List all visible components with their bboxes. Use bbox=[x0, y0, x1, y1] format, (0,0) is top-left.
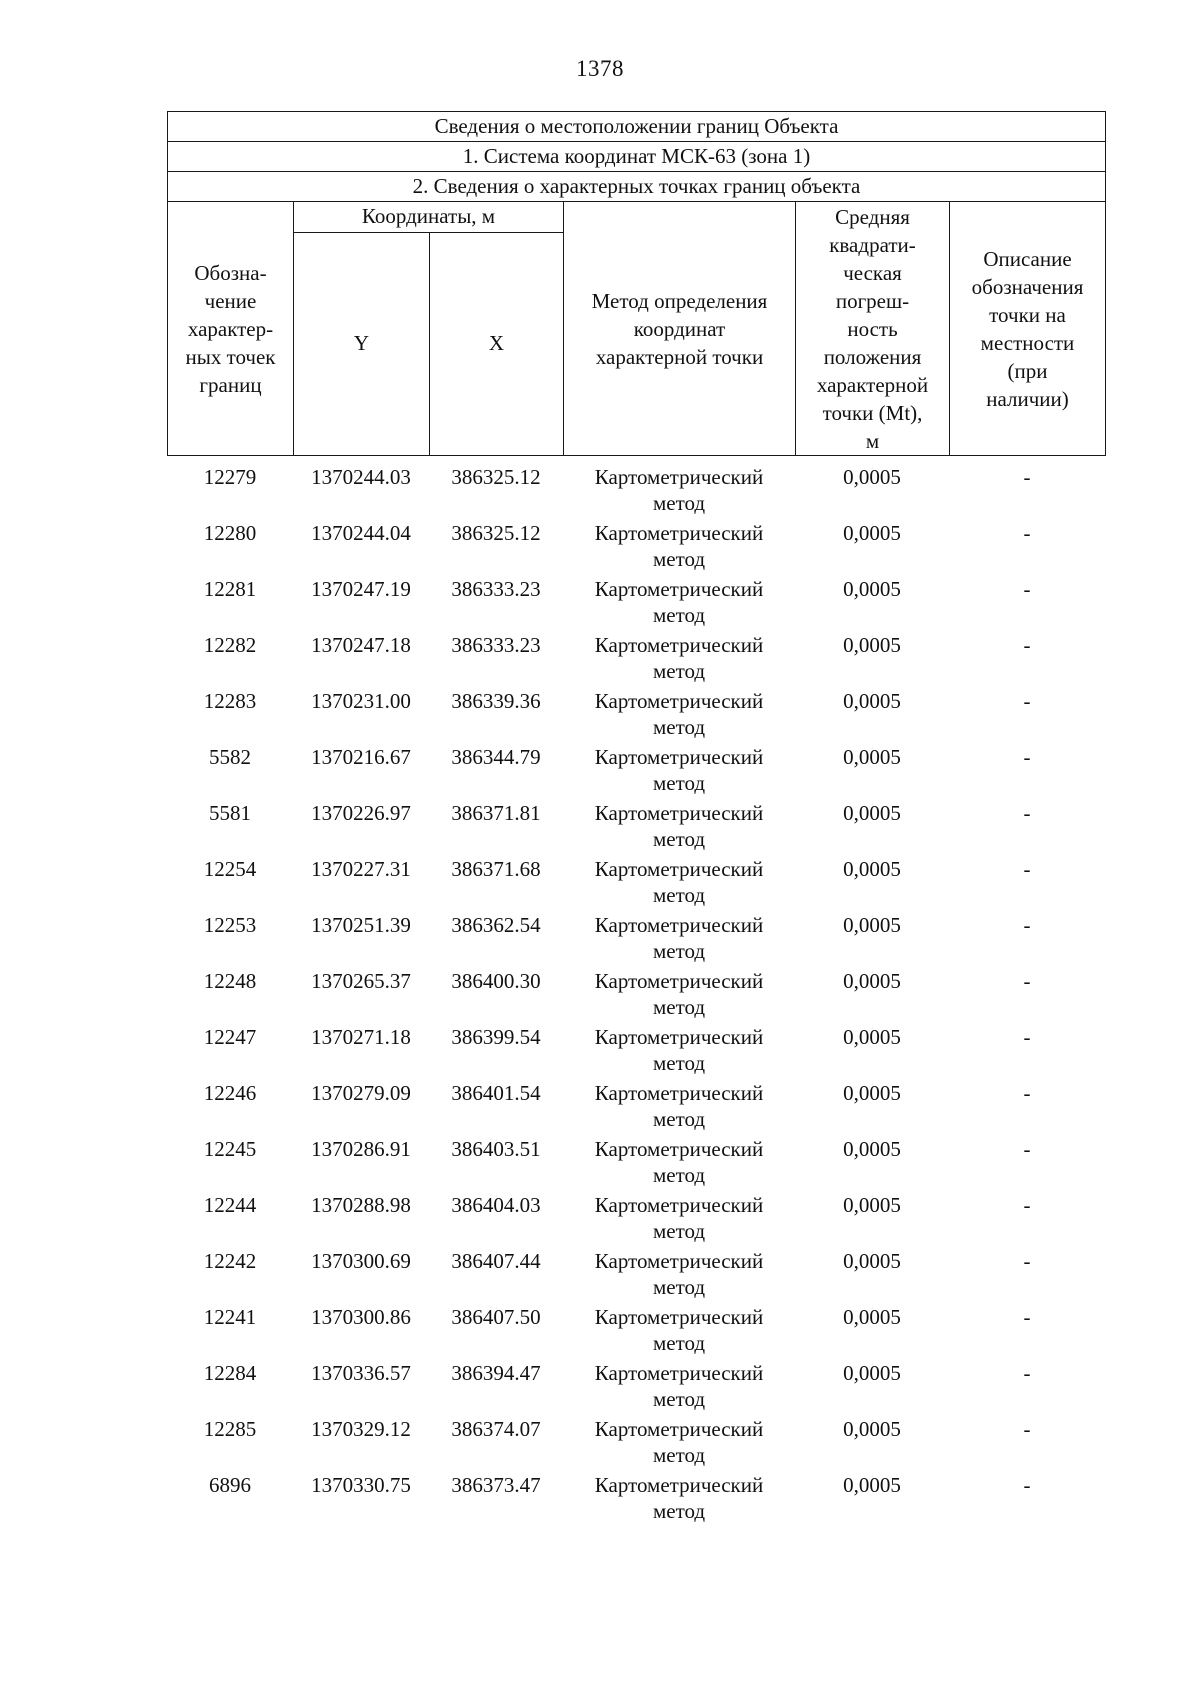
method-line: Картометрический bbox=[594, 1249, 764, 1273]
boundary-table-header bbox=[167, 111, 1106, 456]
header-line: ных точек bbox=[185, 344, 276, 369]
coordinate-y: 1370227.31 bbox=[311, 857, 411, 881]
method bbox=[563, 1024, 795, 1076]
point-description: - bbox=[1023, 857, 1031, 881]
method-line: Картометрический bbox=[594, 1137, 764, 1161]
point-description: - bbox=[1023, 1081, 1031, 1105]
coordinate-x: 386325.12 bbox=[451, 465, 541, 489]
point-number: 12283 bbox=[203, 689, 257, 713]
method-line: метод bbox=[652, 715, 706, 739]
point-number: 12244 bbox=[203, 1193, 257, 1217]
coordinate-x: 386362.54 bbox=[451, 913, 541, 937]
column-header-description bbox=[950, 202, 1106, 456]
table-row bbox=[167, 516, 1105, 572]
method-line: метод bbox=[652, 1163, 706, 1187]
header-line: Метод определения bbox=[591, 288, 768, 313]
method-line: Картометрический bbox=[594, 801, 764, 825]
method-line: метод bbox=[652, 1051, 706, 1075]
method bbox=[563, 576, 795, 628]
mean-square-error: 0,0005 bbox=[843, 745, 901, 769]
method-line: Картометрический bbox=[594, 1081, 764, 1105]
table-row bbox=[167, 796, 1105, 852]
mean-square-error: 0,0005 bbox=[843, 1081, 901, 1105]
point-description: - bbox=[1023, 745, 1031, 769]
mean-square-error: 0,0005 bbox=[843, 857, 901, 881]
method-line: метод bbox=[652, 1107, 706, 1131]
table-row bbox=[167, 628, 1105, 684]
method-line: Картометрический bbox=[594, 521, 764, 545]
method-line: Картометрический bbox=[594, 969, 764, 993]
coordinate-x: 386399.54 bbox=[451, 1025, 541, 1049]
header-line: чение bbox=[204, 288, 257, 313]
page-number: 1378 bbox=[576, 56, 624, 81]
section-title: 2. Сведения о характерных точках границ объекта bbox=[168, 172, 1106, 202]
coordinate-x: 386407.44 bbox=[451, 1249, 541, 1273]
coordinate-y: 1370244.04 bbox=[311, 521, 411, 545]
coordinate-y: 1370226.97 bbox=[311, 801, 411, 825]
mean-square-error: 0,0005 bbox=[843, 1473, 901, 1497]
method-line: метод bbox=[652, 827, 706, 851]
mean-square-error: 0,0005 bbox=[843, 577, 901, 601]
method bbox=[563, 1080, 795, 1132]
coordinate-y: 1370247.19 bbox=[311, 577, 411, 601]
point-number: 12242 bbox=[203, 1249, 257, 1273]
column-header-point bbox=[168, 202, 294, 456]
point-number: 12245 bbox=[203, 1137, 257, 1161]
header-line: положения bbox=[823, 344, 922, 369]
coordinate-x: 386407.50 bbox=[451, 1305, 541, 1329]
header-line: характерной bbox=[816, 372, 929, 397]
coordinate-y: 1370329.12 bbox=[311, 1417, 411, 1441]
header-line: Средняя bbox=[835, 204, 910, 229]
method bbox=[563, 856, 795, 908]
method-line: метод bbox=[652, 547, 706, 571]
table-row bbox=[167, 1188, 1105, 1244]
method-line: метод bbox=[652, 1219, 706, 1243]
point-description: - bbox=[1023, 1249, 1031, 1273]
header-line: м bbox=[865, 428, 880, 453]
coordinate-y: 1370300.69 bbox=[311, 1249, 411, 1273]
method-line: метод bbox=[652, 771, 706, 795]
table-row bbox=[167, 908, 1105, 964]
table-row bbox=[167, 740, 1105, 796]
point-number: 12248 bbox=[203, 969, 257, 993]
method-line: метод bbox=[652, 995, 706, 1019]
column-header-method bbox=[564, 202, 796, 456]
point-description: - bbox=[1023, 521, 1031, 545]
coordinate-y: 1370286.91 bbox=[311, 1137, 411, 1161]
coordinate-x: 386344.79 bbox=[451, 745, 541, 769]
method-line: Картометрический bbox=[594, 913, 764, 937]
method-line: метод bbox=[652, 1387, 706, 1411]
coordinate-x: 386333.23 bbox=[451, 577, 541, 601]
method bbox=[563, 464, 795, 516]
mean-square-error: 0,0005 bbox=[843, 969, 901, 993]
coordinate-y: 1370279.09 bbox=[311, 1081, 411, 1105]
method-line: Картометрический bbox=[594, 745, 764, 769]
point-description: - bbox=[1023, 801, 1031, 825]
point-number: 12285 bbox=[203, 1417, 257, 1441]
mean-square-error: 0,0005 bbox=[843, 801, 901, 825]
point-number: 12282 bbox=[203, 633, 257, 657]
header-line: Обозна- bbox=[194, 260, 267, 285]
coordinate-x: 386400.30 bbox=[451, 969, 541, 993]
point-description: - bbox=[1023, 1025, 1031, 1049]
method-line: метод bbox=[652, 1275, 706, 1299]
point-number: 12254 bbox=[203, 857, 257, 881]
coordinate-y: 1370244.03 bbox=[311, 465, 411, 489]
table-row bbox=[167, 1468, 1105, 1524]
coordinate-x: 386325.12 bbox=[451, 521, 541, 545]
coordinate-x: 386374.07 bbox=[451, 1417, 541, 1441]
coordinate-x: 386371.81 bbox=[451, 801, 541, 825]
table-row bbox=[167, 1020, 1105, 1076]
header-line: точки (Mt), bbox=[822, 400, 923, 425]
header-line: обозначения bbox=[971, 274, 1084, 299]
mean-square-error: 0,0005 bbox=[843, 1361, 901, 1385]
point-description: - bbox=[1023, 465, 1031, 489]
point-number: 12281 bbox=[203, 577, 257, 601]
table-row bbox=[167, 572, 1105, 628]
method bbox=[563, 1416, 795, 1468]
method bbox=[563, 1248, 795, 1300]
coordinate-y: 1370300.86 bbox=[311, 1305, 411, 1329]
table-row bbox=[167, 1300, 1105, 1356]
header-line: квадрати- bbox=[829, 232, 916, 257]
point-description: - bbox=[1023, 1305, 1031, 1329]
method-line: Картометрический bbox=[594, 1193, 764, 1217]
method-line: метод bbox=[652, 1331, 706, 1355]
header-line: наличии) bbox=[986, 386, 1069, 411]
mean-square-error: 0,0005 bbox=[843, 689, 901, 713]
method bbox=[563, 744, 795, 796]
coordinate-y: 1370231.00 bbox=[311, 689, 411, 713]
method bbox=[563, 912, 795, 964]
coordinate-y: 1370336.57 bbox=[311, 1361, 411, 1385]
table-row bbox=[167, 1244, 1105, 1300]
table-row bbox=[167, 1132, 1105, 1188]
point-description: - bbox=[1023, 1361, 1031, 1385]
header-line: (при bbox=[1007, 358, 1048, 383]
column-header-error bbox=[796, 202, 950, 456]
coordinate-y: 1370216.67 bbox=[311, 745, 411, 769]
point-description: - bbox=[1023, 969, 1031, 993]
point-number: 12253 bbox=[203, 913, 257, 937]
method-line: метод bbox=[652, 491, 706, 515]
mean-square-error: 0,0005 bbox=[843, 633, 901, 657]
coordinate-x: 386394.47 bbox=[451, 1361, 541, 1385]
point-number: 12279 bbox=[203, 465, 257, 489]
method-line: Картометрический bbox=[594, 1025, 764, 1049]
point-number: 12241 bbox=[203, 1305, 257, 1329]
method-line: Картометрический bbox=[594, 1417, 764, 1441]
point-description: - bbox=[1023, 577, 1031, 601]
method-line: метод bbox=[652, 1499, 706, 1523]
header-line: характер- bbox=[187, 316, 274, 341]
mean-square-error: 0,0005 bbox=[843, 521, 901, 545]
header-line: точки на bbox=[989, 302, 1066, 327]
coordinate-x: 386373.47 bbox=[451, 1473, 541, 1497]
coordinate-x: 386371.68 bbox=[451, 857, 541, 881]
method bbox=[563, 1472, 795, 1524]
point-description: - bbox=[1023, 1137, 1031, 1161]
table-row bbox=[167, 1356, 1105, 1412]
method bbox=[563, 800, 795, 852]
method-line: Картометрический bbox=[594, 465, 764, 489]
point-number: 12247 bbox=[203, 1025, 257, 1049]
table-row bbox=[167, 1076, 1105, 1132]
header-line: характерной точки bbox=[595, 344, 764, 369]
method bbox=[563, 1136, 795, 1188]
point-description: - bbox=[1023, 689, 1031, 713]
table-row bbox=[167, 684, 1105, 740]
method bbox=[563, 1192, 795, 1244]
mean-square-error: 0,0005 bbox=[843, 913, 901, 937]
method bbox=[563, 632, 795, 684]
method-line: Картометрический bbox=[594, 689, 764, 713]
coordinate-x: 386403.51 bbox=[451, 1137, 541, 1161]
method bbox=[563, 520, 795, 572]
coordinate-y: 1370265.37 bbox=[311, 969, 411, 993]
mean-square-error: 0,0005 bbox=[843, 1025, 901, 1049]
table-row bbox=[167, 964, 1105, 1020]
header-line: местности bbox=[980, 330, 1075, 355]
coordinate-x: 386401.54 bbox=[451, 1081, 541, 1105]
point-description: - bbox=[1023, 1417, 1031, 1441]
mean-square-error: 0,0005 bbox=[843, 1193, 901, 1217]
point-number: 5582 bbox=[209, 745, 251, 769]
method-line: Картометрический bbox=[594, 1361, 764, 1385]
mean-square-error: 0,0005 bbox=[843, 465, 901, 489]
point-description: - bbox=[1023, 1193, 1031, 1217]
coordinate-y: 1370251.39 bbox=[311, 913, 411, 937]
method-line: Картометрический bbox=[594, 1305, 764, 1329]
column-header-y: Y bbox=[294, 233, 430, 456]
coordinate-y: 1370247.18 bbox=[311, 633, 411, 657]
point-description: - bbox=[1023, 1473, 1031, 1497]
table-row bbox=[167, 852, 1105, 908]
coordinate-y: 1370330.75 bbox=[311, 1473, 411, 1497]
header-line: Описание bbox=[983, 246, 1072, 271]
mean-square-error: 0,0005 bbox=[843, 1305, 901, 1329]
table-row bbox=[167, 460, 1105, 516]
header-line: ность bbox=[847, 316, 898, 341]
point-number: 5581 bbox=[209, 801, 251, 825]
method-line: метод bbox=[652, 1443, 706, 1467]
method bbox=[563, 968, 795, 1020]
method bbox=[563, 1360, 795, 1412]
header-line: ческая bbox=[843, 260, 902, 285]
method-line: Картометрический bbox=[594, 577, 764, 601]
point-number: 12284 bbox=[203, 1361, 257, 1385]
method-line: метод bbox=[652, 659, 706, 683]
method-line: Картометрический bbox=[594, 1473, 764, 1497]
point-number: 12280 bbox=[203, 521, 257, 545]
boundary-points-list bbox=[167, 460, 1105, 1524]
column-header-x: X bbox=[430, 233, 564, 456]
table-row bbox=[167, 1412, 1105, 1468]
method bbox=[563, 688, 795, 740]
method-line: Картометрический bbox=[594, 857, 764, 881]
coordinate-x: 386404.03 bbox=[451, 1193, 541, 1217]
coordinate-x: 386339.36 bbox=[451, 689, 541, 713]
column-header-coordinates: Координаты, м bbox=[294, 202, 564, 233]
coordinate-y: 1370288.98 bbox=[311, 1193, 411, 1217]
point-number: 12246 bbox=[203, 1081, 257, 1105]
coordinate-y: 1370271.18 bbox=[311, 1025, 411, 1049]
mean-square-error: 0,0005 bbox=[843, 1137, 901, 1161]
method bbox=[563, 1304, 795, 1356]
point-number: 6896 bbox=[209, 1473, 251, 1497]
method-line: метод bbox=[652, 939, 706, 963]
mean-square-error: 0,0005 bbox=[843, 1417, 901, 1441]
method-line: метод bbox=[652, 603, 706, 627]
header-line: погреш- bbox=[835, 288, 910, 313]
method-line: Картометрический bbox=[594, 633, 764, 657]
point-description: - bbox=[1023, 633, 1031, 657]
coordinate-system-title: 1. Система координат МСК-63 (зона 1) bbox=[168, 142, 1106, 172]
header-line: границ bbox=[199, 372, 262, 397]
method-line: метод bbox=[652, 883, 706, 907]
coordinate-x: 386333.23 bbox=[451, 633, 541, 657]
mean-square-error: 0,0005 bbox=[843, 1249, 901, 1273]
header-line: координат bbox=[633, 316, 726, 341]
point-description: - bbox=[1023, 913, 1031, 937]
table-title: Сведения о местоположении границ Объекта bbox=[168, 112, 1106, 142]
